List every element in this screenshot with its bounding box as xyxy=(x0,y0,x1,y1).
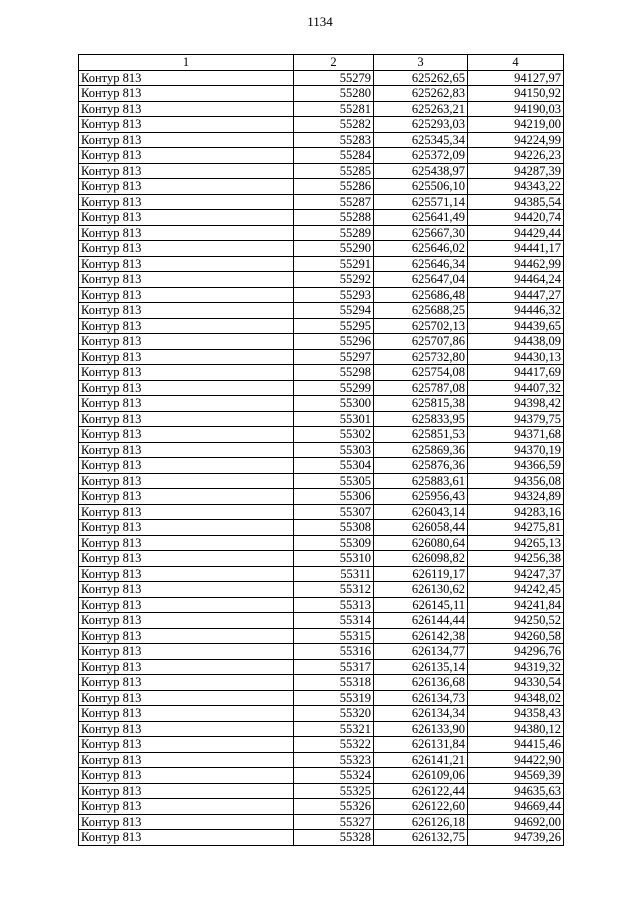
y-coordinate-cell: 94441,17 xyxy=(468,241,564,257)
y-coordinate-cell: 94247,37 xyxy=(468,566,564,582)
y-coordinate-cell: 94462,99 xyxy=(468,256,564,272)
y-coordinate-cell: 94370,19 xyxy=(468,442,564,458)
contour-name-cell: Контур 813 xyxy=(79,504,294,520)
y-coordinate-cell: 94438,09 xyxy=(468,334,564,350)
table-row xyxy=(79,737,564,753)
table-row xyxy=(79,318,564,334)
contour-name-cell: Контур 813 xyxy=(79,706,294,722)
contour-name-cell: Контур 813 xyxy=(79,210,294,226)
table-row xyxy=(79,272,564,288)
y-coordinate-cell: 94226,23 xyxy=(468,148,564,164)
x-coordinate-cell: 625707,86 xyxy=(374,334,468,350)
x-coordinate-cell: 626134,34 xyxy=(374,706,468,722)
y-coordinate-cell: 94569,39 xyxy=(468,768,564,784)
y-coordinate-cell: 94319,32 xyxy=(468,659,564,675)
contour-name-cell: Контур 813 xyxy=(79,659,294,675)
y-coordinate-cell: 94358,43 xyxy=(468,706,564,722)
point-number-cell: 55295 xyxy=(294,318,374,334)
table-row xyxy=(79,690,564,706)
point-number-cell: 55313 xyxy=(294,597,374,613)
point-number-cell: 55287 xyxy=(294,194,374,210)
x-coordinate-cell: 625646,02 xyxy=(374,241,468,257)
point-number-cell: 55296 xyxy=(294,334,374,350)
contour-name-cell: Контур 813 xyxy=(79,830,294,846)
point-number-cell: 55293 xyxy=(294,287,374,303)
contour-name-cell: Контур 813 xyxy=(79,675,294,691)
y-coordinate-cell: 94417,69 xyxy=(468,365,564,381)
point-number-cell: 55301 xyxy=(294,411,374,427)
y-coordinate-cell: 94439,65 xyxy=(468,318,564,334)
point-number-cell: 55324 xyxy=(294,768,374,784)
table-row xyxy=(79,597,564,613)
y-coordinate-cell: 94371,68 xyxy=(468,427,564,443)
contour-name-cell: Контур 813 xyxy=(79,349,294,365)
x-coordinate-cell: 625667,30 xyxy=(374,225,468,241)
x-coordinate-cell: 625876,36 xyxy=(374,458,468,474)
x-coordinate-cell: 626133,90 xyxy=(374,721,468,737)
contour-name-cell: Контур 813 xyxy=(79,287,294,303)
table-row xyxy=(79,427,564,443)
contour-name-cell: Контур 813 xyxy=(79,148,294,164)
x-coordinate-cell: 625754,08 xyxy=(374,365,468,381)
contour-name-cell: Контур 813 xyxy=(79,303,294,319)
y-coordinate-cell: 94422,90 xyxy=(468,752,564,768)
point-number-cell: 55306 xyxy=(294,489,374,505)
y-coordinate-cell: 94348,02 xyxy=(468,690,564,706)
table-row xyxy=(79,241,564,257)
contour-name-cell: Контур 813 xyxy=(79,489,294,505)
y-coordinate-cell: 94669,44 xyxy=(468,799,564,815)
x-coordinate-cell: 626131,84 xyxy=(374,737,468,753)
table-row xyxy=(79,783,564,799)
contour-name-cell: Контур 813 xyxy=(79,334,294,350)
x-coordinate-cell: 626136,68 xyxy=(374,675,468,691)
table-row xyxy=(79,644,564,660)
x-coordinate-cell: 626132,75 xyxy=(374,830,468,846)
y-coordinate-cell: 94296,76 xyxy=(468,644,564,660)
x-coordinate-cell: 626145,11 xyxy=(374,597,468,613)
x-coordinate-cell: 626098,82 xyxy=(374,551,468,567)
point-number-cell: 55299 xyxy=(294,380,374,396)
y-coordinate-cell: 94127,97 xyxy=(468,70,564,86)
point-number-cell: 55280 xyxy=(294,86,374,102)
contour-name-cell: Контур 813 xyxy=(79,272,294,288)
y-coordinate-cell: 94398,42 xyxy=(468,396,564,412)
y-coordinate-cell: 94692,00 xyxy=(468,814,564,830)
point-number-cell: 55312 xyxy=(294,582,374,598)
table-row xyxy=(79,551,564,567)
table-row xyxy=(79,70,564,86)
point-number-cell: 55314 xyxy=(294,613,374,629)
x-coordinate-cell: 625262,83 xyxy=(374,86,468,102)
x-coordinate-cell: 625815,38 xyxy=(374,396,468,412)
x-coordinate-cell: 626043,14 xyxy=(374,504,468,520)
point-number-cell: 55303 xyxy=(294,442,374,458)
table-row xyxy=(79,659,564,675)
x-coordinate-cell: 625263,21 xyxy=(374,101,468,117)
point-number-cell: 55308 xyxy=(294,520,374,536)
table-row xyxy=(79,442,564,458)
point-number-cell: 55284 xyxy=(294,148,374,164)
table-row xyxy=(79,396,564,412)
contour-name-cell: Контур 813 xyxy=(79,458,294,474)
x-coordinate-cell: 625438,97 xyxy=(374,163,468,179)
x-coordinate-cell: 626122,44 xyxy=(374,783,468,799)
contour-name-cell: Контур 813 xyxy=(79,783,294,799)
y-coordinate-cell: 94739,26 xyxy=(468,830,564,846)
point-number-cell: 55291 xyxy=(294,256,374,272)
x-coordinate-cell: 626134,73 xyxy=(374,690,468,706)
contour-name-cell: Контур 813 xyxy=(79,644,294,660)
table-row xyxy=(79,117,564,133)
contour-name-cell: Контур 813 xyxy=(79,70,294,86)
x-coordinate-cell: 625732,80 xyxy=(374,349,468,365)
table-row xyxy=(79,365,564,381)
y-coordinate-cell: 94190,03 xyxy=(468,101,564,117)
x-coordinate-cell: 626130,62 xyxy=(374,582,468,598)
table-row xyxy=(79,566,564,582)
y-coordinate-cell: 94446,32 xyxy=(468,303,564,319)
contour-name-cell: Контур 813 xyxy=(79,752,294,768)
table-row xyxy=(79,194,564,210)
y-coordinate-cell: 94150,92 xyxy=(468,86,564,102)
y-coordinate-cell: 94385,54 xyxy=(468,194,564,210)
table-row xyxy=(79,101,564,117)
point-number-cell: 55323 xyxy=(294,752,374,768)
table-row xyxy=(79,303,564,319)
table-row xyxy=(79,582,564,598)
contour-name-cell: Контур 813 xyxy=(79,613,294,629)
contour-name-cell: Контур 813 xyxy=(79,582,294,598)
point-number-cell: 55297 xyxy=(294,349,374,365)
contour-name-cell: Контур 813 xyxy=(79,566,294,582)
y-coordinate-cell: 94415,46 xyxy=(468,737,564,753)
table-row xyxy=(79,706,564,722)
x-coordinate-cell: 625869,36 xyxy=(374,442,468,458)
contour-name-cell: Контур 813 xyxy=(79,132,294,148)
point-number-cell: 55289 xyxy=(294,225,374,241)
contour-name-cell: Контур 813 xyxy=(79,690,294,706)
x-coordinate-cell: 626141,21 xyxy=(374,752,468,768)
point-number-cell: 55328 xyxy=(294,830,374,846)
contour-name-cell: Контур 813 xyxy=(79,86,294,102)
contour-name-cell: Контур 813 xyxy=(79,799,294,815)
point-number-cell: 55320 xyxy=(294,706,374,722)
point-number-cell: 55315 xyxy=(294,628,374,644)
x-coordinate-cell: 626144,44 xyxy=(374,613,468,629)
table-row xyxy=(79,86,564,102)
contour-name-cell: Контур 813 xyxy=(79,194,294,210)
point-number-cell: 55325 xyxy=(294,783,374,799)
contour-name-cell: Контур 813 xyxy=(79,737,294,753)
y-coordinate-cell: 94250,52 xyxy=(468,613,564,629)
x-coordinate-cell: 626058,44 xyxy=(374,520,468,536)
x-coordinate-cell: 626142,38 xyxy=(374,628,468,644)
point-number-cell: 55307 xyxy=(294,504,374,520)
x-coordinate-cell: 625787,08 xyxy=(374,380,468,396)
x-coordinate-cell: 626134,77 xyxy=(374,644,468,660)
table-row xyxy=(79,535,564,551)
y-coordinate-cell: 94379,75 xyxy=(468,411,564,427)
contour-name-cell: Контур 813 xyxy=(79,256,294,272)
table-row xyxy=(79,411,564,427)
contour-name-cell: Контур 813 xyxy=(79,721,294,737)
y-coordinate-cell: 94242,45 xyxy=(468,582,564,598)
table-row xyxy=(79,225,564,241)
point-number-cell: 55281 xyxy=(294,101,374,117)
x-coordinate-cell: 625883,61 xyxy=(374,473,468,489)
point-number-cell: 55304 xyxy=(294,458,374,474)
table-row xyxy=(79,148,564,164)
table-row xyxy=(79,334,564,350)
contour-name-cell: Контур 813 xyxy=(79,225,294,241)
point-number-cell: 55298 xyxy=(294,365,374,381)
x-coordinate-cell: 625647,04 xyxy=(374,272,468,288)
point-number-cell: 55316 xyxy=(294,644,374,660)
x-coordinate-cell: 626080,64 xyxy=(374,535,468,551)
column-header-4: 4 xyxy=(468,55,564,71)
y-coordinate-cell: 94224,99 xyxy=(468,132,564,148)
table-row xyxy=(79,179,564,195)
point-number-cell: 55288 xyxy=(294,210,374,226)
y-coordinate-cell: 94330,54 xyxy=(468,675,564,691)
point-number-cell: 55292 xyxy=(294,272,374,288)
table-row xyxy=(79,458,564,474)
table-row xyxy=(79,287,564,303)
table-row xyxy=(79,752,564,768)
x-coordinate-cell: 625851,53 xyxy=(374,427,468,443)
contour-name-cell: Контур 813 xyxy=(79,396,294,412)
contour-name-cell: Контур 813 xyxy=(79,768,294,784)
point-number-cell: 55309 xyxy=(294,535,374,551)
y-coordinate-cell: 94447,27 xyxy=(468,287,564,303)
table-row xyxy=(79,799,564,815)
y-coordinate-cell: 94380,12 xyxy=(468,721,564,737)
y-coordinate-cell: 94283,16 xyxy=(468,504,564,520)
contour-name-cell: Контур 813 xyxy=(79,179,294,195)
point-number-cell: 55279 xyxy=(294,70,374,86)
point-number-cell: 55327 xyxy=(294,814,374,830)
contour-name-cell: Контур 813 xyxy=(79,442,294,458)
table-row xyxy=(79,163,564,179)
x-coordinate-cell: 626135,14 xyxy=(374,659,468,675)
point-number-cell: 55311 xyxy=(294,566,374,582)
coordinates-table xyxy=(78,54,564,846)
y-coordinate-cell: 94366,59 xyxy=(468,458,564,474)
contour-name-cell: Контур 813 xyxy=(79,411,294,427)
x-coordinate-cell: 625833,95 xyxy=(374,411,468,427)
contour-name-cell: Контур 813 xyxy=(79,241,294,257)
x-coordinate-cell: 625345,34 xyxy=(374,132,468,148)
y-coordinate-cell: 94464,24 xyxy=(468,272,564,288)
y-coordinate-cell: 94275,81 xyxy=(468,520,564,536)
point-number-cell: 55285 xyxy=(294,163,374,179)
x-coordinate-cell: 625702,13 xyxy=(374,318,468,334)
contour-name-cell: Контур 813 xyxy=(79,163,294,179)
x-coordinate-cell: 625506,10 xyxy=(374,179,468,195)
contour-name-cell: Контур 813 xyxy=(79,473,294,489)
y-coordinate-cell: 94324,89 xyxy=(468,489,564,505)
x-coordinate-cell: 626126,18 xyxy=(374,814,468,830)
point-number-cell: 55326 xyxy=(294,799,374,815)
y-coordinate-cell: 94343,22 xyxy=(468,179,564,195)
x-coordinate-cell: 625641,49 xyxy=(374,210,468,226)
table-row xyxy=(79,489,564,505)
y-coordinate-cell: 94256,38 xyxy=(468,551,564,567)
contour-name-cell: Контур 813 xyxy=(79,427,294,443)
table-row xyxy=(79,132,564,148)
contour-name-cell: Контур 813 xyxy=(79,380,294,396)
contour-name-cell: Контур 813 xyxy=(79,551,294,567)
table-row xyxy=(79,721,564,737)
x-coordinate-cell: 626109,06 xyxy=(374,768,468,784)
table-row xyxy=(79,473,564,489)
point-number-cell: 55322 xyxy=(294,737,374,753)
x-coordinate-cell: 625688,25 xyxy=(374,303,468,319)
table-header-row xyxy=(79,55,564,71)
column-header-1: 1 xyxy=(79,55,294,71)
x-coordinate-cell: 625956,43 xyxy=(374,489,468,505)
y-coordinate-cell: 94219,00 xyxy=(468,117,564,133)
point-number-cell: 55290 xyxy=(294,241,374,257)
x-coordinate-cell: 625571,14 xyxy=(374,194,468,210)
table-row xyxy=(79,504,564,520)
point-number-cell: 55317 xyxy=(294,659,374,675)
x-coordinate-cell: 626119,17 xyxy=(374,566,468,582)
contour-name-cell: Контур 813 xyxy=(79,628,294,644)
y-coordinate-cell: 94420,74 xyxy=(468,210,564,226)
contour-name-cell: Контур 813 xyxy=(79,535,294,551)
y-coordinate-cell: 94241,84 xyxy=(468,597,564,613)
table-row xyxy=(79,256,564,272)
table-row xyxy=(79,768,564,784)
page-number: 1134 xyxy=(307,14,333,29)
y-coordinate-cell: 94430,13 xyxy=(468,349,564,365)
column-header-2: 2 xyxy=(294,55,374,71)
contour-name-cell: Контур 813 xyxy=(79,365,294,381)
x-coordinate-cell: 625293,03 xyxy=(374,117,468,133)
point-number-cell: 55302 xyxy=(294,427,374,443)
y-coordinate-cell: 94429,44 xyxy=(468,225,564,241)
y-coordinate-cell: 94407,32 xyxy=(468,380,564,396)
table-row xyxy=(79,628,564,644)
contour-name-cell: Контур 813 xyxy=(79,318,294,334)
point-number-cell: 55305 xyxy=(294,473,374,489)
table-body xyxy=(79,70,564,845)
y-coordinate-cell: 94635,63 xyxy=(468,783,564,799)
point-number-cell: 55300 xyxy=(294,396,374,412)
table-row xyxy=(79,613,564,629)
x-coordinate-cell: 625262,65 xyxy=(374,70,468,86)
table-row xyxy=(79,380,564,396)
table-row xyxy=(79,210,564,226)
table-row xyxy=(79,675,564,691)
y-coordinate-cell: 94356,08 xyxy=(468,473,564,489)
point-number-cell: 55286 xyxy=(294,179,374,195)
contour-name-cell: Контур 813 xyxy=(79,520,294,536)
point-number-cell: 55282 xyxy=(294,117,374,133)
point-number-cell: 55294 xyxy=(294,303,374,319)
table-row xyxy=(79,520,564,536)
x-coordinate-cell: 625372,09 xyxy=(374,148,468,164)
table-row xyxy=(79,830,564,846)
y-coordinate-cell: 94265,13 xyxy=(468,535,564,551)
contour-name-cell: Контур 813 xyxy=(79,814,294,830)
point-number-cell: 55310 xyxy=(294,551,374,567)
point-number-cell: 55283 xyxy=(294,132,374,148)
contour-name-cell: Контур 813 xyxy=(79,597,294,613)
point-number-cell: 55321 xyxy=(294,721,374,737)
contour-name-cell: Контур 813 xyxy=(79,117,294,133)
column-header-3: 3 xyxy=(374,55,468,71)
y-coordinate-cell: 94260,58 xyxy=(468,628,564,644)
y-coordinate-cell: 94287,39 xyxy=(468,163,564,179)
table-row xyxy=(79,349,564,365)
contour-name-cell: Контур 813 xyxy=(79,101,294,117)
x-coordinate-cell: 625686,48 xyxy=(374,287,468,303)
x-coordinate-cell: 625646,34 xyxy=(374,256,468,272)
point-number-cell: 55319 xyxy=(294,690,374,706)
table-row xyxy=(79,814,564,830)
point-number-cell: 55318 xyxy=(294,675,374,691)
x-coordinate-cell: 626122,60 xyxy=(374,799,468,815)
